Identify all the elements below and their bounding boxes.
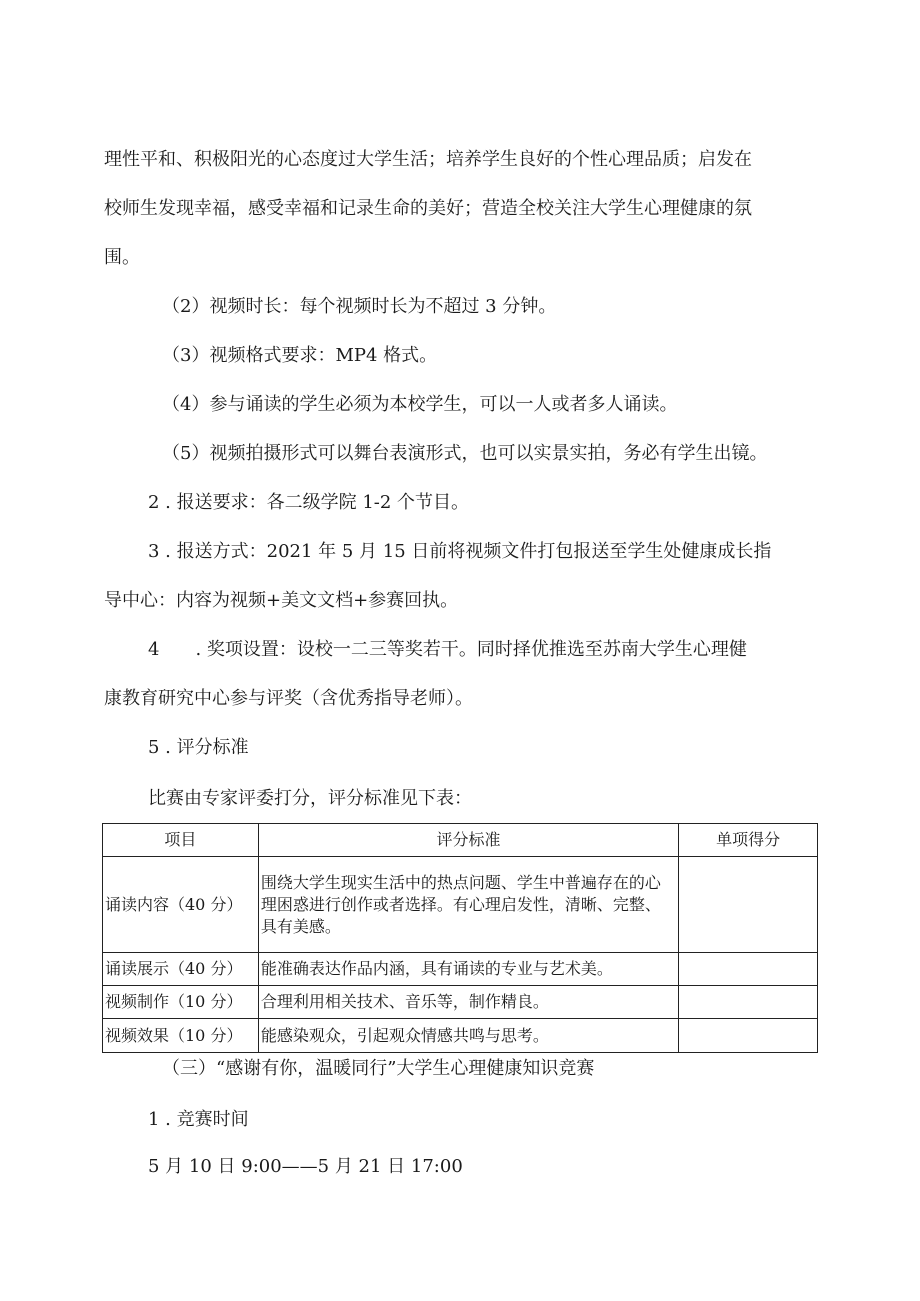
row-criteria: 能感染观众，引起观众情感共鸣与思考。: [258, 1019, 678, 1053]
section-submission-method: 3 . 报送方式：2021 年 5 月 15 日前将视频文件打包报送至学生处健康成长指: [148, 541, 772, 562]
row-item: 视频制作（10 分）: [103, 986, 259, 1019]
section-heading-quiz: （三）“感谢有你，温暖同行”大学生心理健康知识竞赛: [162, 1058, 595, 1079]
row-score: [679, 953, 818, 986]
row-item: 视频效果（10 分）: [103, 1019, 259, 1053]
body-paragraph: 围。: [104, 247, 140, 268]
section-awards: 4 . 奖项设置：设校一二三等奖若干。同时择优推选至苏南大学生心理健: [148, 639, 747, 660]
row-score: [679, 857, 818, 953]
body-paragraph: 康教育研究中心参与评奖（含优秀指导老师）。: [104, 688, 473, 709]
list-item-participants: （4）参与诵读的学生必须为本校学生，可以一人或者多人诵读。: [162, 394, 678, 415]
table-row: [103, 953, 818, 986]
body-paragraph: 导中心：内容为视频+美文文档+参赛回执。: [104, 590, 459, 611]
section-scoring-criteria: 5 . 评分标准: [148, 737, 249, 758]
header-item: 项目: [103, 824, 259, 857]
row-criteria: 合理利用相关技术、音乐等，制作精良。: [258, 986, 678, 1019]
row-score: [679, 986, 818, 1019]
table-header-row: [103, 824, 818, 857]
scoring-table: [102, 823, 818, 1053]
row-score: [679, 1019, 818, 1053]
list-item-video-length: （2）视频时长：每个视频时长为不超过 3 分钟。: [162, 296, 557, 317]
list-item-video-format: （3）视频格式要求：MP4 格式。: [162, 345, 438, 366]
header-score: 单项得分: [679, 824, 818, 857]
table-row: [103, 857, 818, 953]
row-criteria: 围绕大学生现实生活中的热点问题、学生中普遍存在的心理困惑进行创作或者选择。有心理启发性，清晰、完整、具有美感。: [258, 857, 678, 953]
scoring-intro: 比赛由专家评委打分，评分标准见下表：: [148, 788, 472, 809]
list-item-shooting-form: （5）视频拍摄形式可以舞台表演形式，也可以实景实拍，务必有学生出镜。: [162, 443, 768, 464]
header-criteria: 评分标准: [258, 824, 678, 857]
quiz-time-range: 5 月 10 日 9:00——5 月 21 日 17:00: [148, 1156, 463, 1177]
body-paragraph: 校师生发现幸福，感受幸福和记录生命的美好；营造全校关注大学生心理健康的氛: [104, 198, 752, 219]
table-row: [103, 1019, 818, 1053]
body-paragraph: 理性平和、积极阳光的心态度过大学生活；培养学生良好的个性心理品质；启发在: [104, 149, 752, 170]
row-criteria: 能准确表达作品内涵，具有诵读的专业与艺术美。: [258, 953, 678, 986]
row-item: 诵读展示（40 分）: [103, 953, 259, 986]
table-row: [103, 986, 818, 1019]
row-item: 诵读内容（40 分）: [103, 857, 259, 953]
section-submission-requirement: 2 . 报送要求：各二级学院 1-2 个节目。: [148, 492, 470, 513]
subsection-quiz-time: 1 . 竞赛时间: [148, 1109, 249, 1130]
